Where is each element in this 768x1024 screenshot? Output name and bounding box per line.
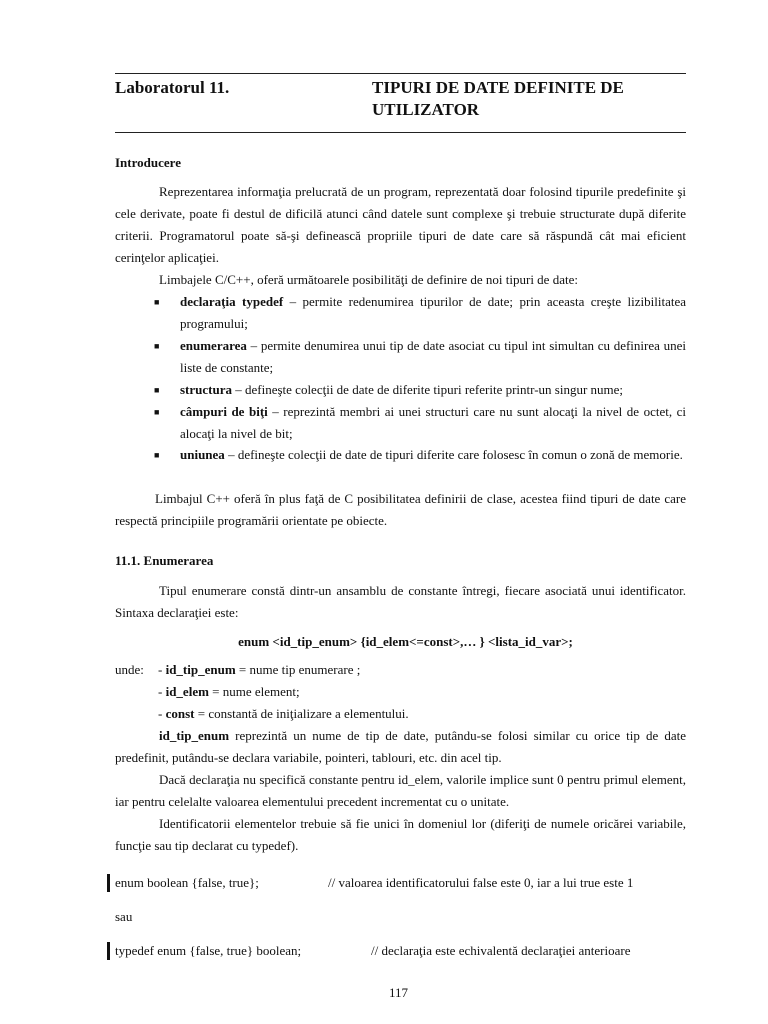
list-item bbox=[154, 401, 686, 445]
definition-text: = constantă de iniţializare a elementului. bbox=[194, 706, 409, 721]
definition-prefix: - bbox=[158, 684, 166, 699]
intro-heading: Introducere bbox=[115, 155, 181, 170]
section-paragraph-4: Identificatorii elementelor trebuie să fie unici în domeniul lor (diferiţi de numele oricărei variabile, funcţie sau tip declarat cu typedef). bbox=[115, 816, 686, 853]
section-paragraph-2 bbox=[115, 725, 686, 769]
bullet-icon: ■ bbox=[154, 385, 160, 395]
paragraph-text: reprezintă un nume de tip de date, putându-se folosi similar cu orice tip de date predefinit, putându-se declara variabile, pointeri, tablouri, etc. din acel tip. bbox=[115, 728, 686, 765]
code-margin-bar bbox=[107, 874, 110, 892]
page-number: 117 bbox=[389, 985, 409, 1000]
chapter-title-line1: TIPURI DE DATE DEFINITE DE bbox=[372, 78, 624, 97]
intro-paragraph-1: Reprezentarea informaţia prelucrată de un program, reprezentată doar folosind tipurile predefinite şi cele derivate, poate fi destul de dificilă atunci când datele sunt complexe şi trebuie structurate după diferite criterii. Programatorul poate să-şi definească propriile tipuri de date care să răspundă cât mai eficient cerinţelor aplicaţiei. bbox=[115, 184, 686, 265]
list-item bbox=[154, 444, 686, 466]
section-heading: 11.1. Enumerarea bbox=[115, 553, 214, 568]
bullet-text: – defineşte colecţii de date de tipuri diferite care folosesc în comun o zonă de memorie. bbox=[224, 447, 683, 462]
header-bottom-rule bbox=[115, 132, 686, 133]
list-item bbox=[154, 291, 686, 335]
lab-label: Laboratorul 11. bbox=[115, 78, 230, 97]
definition-term: id_elem bbox=[165, 684, 209, 699]
list-item bbox=[154, 335, 686, 379]
header-top-rule bbox=[115, 73, 686, 74]
bullet-icon: ■ bbox=[154, 297, 160, 307]
bullet-icon: ■ bbox=[154, 407, 160, 417]
bullet-text: – defineşte colecţii de date de diferite tipuri referite printr-un singur nume; bbox=[232, 382, 624, 397]
definition-text: = nume element; bbox=[208, 684, 300, 699]
bullet-term: uniunea bbox=[180, 447, 225, 462]
bullet-term: enumerarea bbox=[180, 338, 247, 353]
section-paragraph-3: Dacă declaraţia nu specifică constante pentru id_elem, valorile implice sunt 0 pentru primul element, iar pentru celelalte valoarea elementului precedent incrementat cu o unitate. bbox=[115, 772, 686, 809]
definition-item bbox=[158, 681, 300, 703]
list-item bbox=[154, 379, 686, 401]
code-line-2: typedef enum {false, true} boolean; bbox=[115, 943, 302, 958]
code-comment-2: // declaraţia este echivalentă declaraţiei anterioare bbox=[371, 943, 631, 958]
bullet-term: câmpuri de biţi bbox=[180, 404, 268, 419]
code-line-1: enum boolean {false, true}; bbox=[115, 875, 259, 890]
definition-text: = nume tip enumerare ; bbox=[235, 662, 361, 677]
definition-prefix: - bbox=[158, 706, 166, 721]
bullet-icon: ■ bbox=[154, 450, 160, 460]
definition-item bbox=[158, 703, 409, 725]
bullet-icon: ■ bbox=[154, 341, 160, 351]
enum-syntax: enum <id_tip_enum> {id_elem<=const>,… } <lista_id_var>; bbox=[238, 634, 573, 649]
bullet-text: – permite redenumirea tipurilor de date; prin aceasta creşte lizibilitatea programului; bbox=[180, 294, 686, 331]
bullet-term: declaraţia typedef bbox=[180, 294, 284, 309]
code-margin-bar bbox=[107, 942, 110, 960]
bullet-text: – reprezintă membri ai unei structuri care nu sunt alocaţi la nivel de octet, ci alocaţi la nivel de bit; bbox=[180, 404, 686, 441]
definition-prefix: - bbox=[158, 662, 166, 677]
bullet-term: structura bbox=[180, 382, 232, 397]
code-comment-1: // valoarea identificatorului false este 0, iar a lui true este 1 bbox=[328, 875, 634, 890]
bullet-text: – permite denumirea unui tip de date asociat cu tipul int simultan cu definirea unei liste de constante; bbox=[180, 338, 686, 375]
unde-label: unde: bbox=[115, 662, 144, 677]
intro-paragraph-3: Limbajul C++ oferă în plus faţă de C posibilitatea definirii de clase, acestea fiind tipuri de date care respectă principiile programării orientate pe obiecte. bbox=[115, 491, 686, 528]
definition-term: const bbox=[165, 706, 195, 721]
paragraph-term: id_tip_enum bbox=[159, 728, 230, 743]
section-paragraph-1: Tipul enumerare constă dintr-un ansamblu de constante întregi, fiecare asociată unui identificator. Sintaxa declaraţiei este: bbox=[115, 583, 686, 620]
intro-paragraph-2: Limbajele C/C++, oferă următoarele posibilităţi de definire de noi tipuri de date: bbox=[159, 272, 578, 287]
sau-text: sau bbox=[115, 909, 133, 924]
chapter-title-line2: UTILIZATOR bbox=[372, 100, 480, 119]
definition-term: id_tip_enum bbox=[165, 662, 236, 677]
definition-item bbox=[158, 659, 360, 681]
